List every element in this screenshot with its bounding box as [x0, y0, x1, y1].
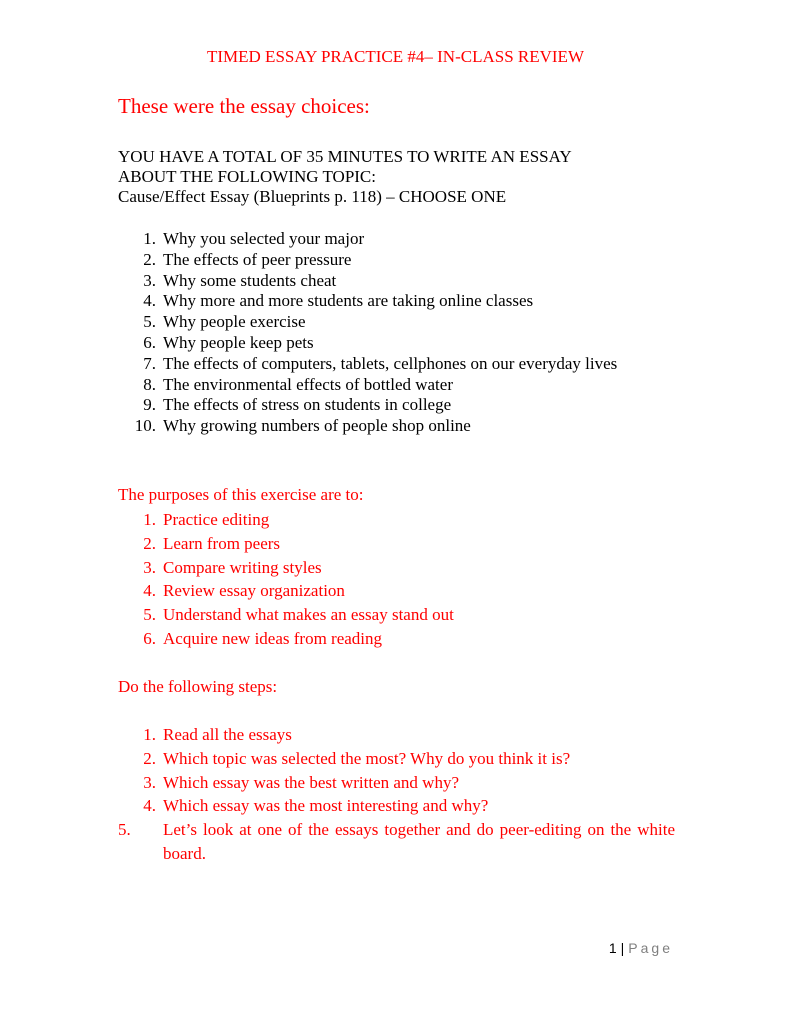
- topic-text: Why people exercise: [163, 312, 306, 332]
- list-number: 8.: [143, 374, 156, 394]
- topic-item: [118, 250, 617, 271]
- topic-text: The effects of computers, tablets, cellphones on our everyday lives: [163, 353, 618, 373]
- step-text: Which topic was selected the most? Why do you think it is?: [163, 748, 571, 768]
- step-text: Which essay was the best written and why?: [163, 772, 459, 792]
- step-text: Let’s look at one of the essays together and do peer-editing on the white board.: [163, 820, 675, 863]
- essay-prompt: [118, 147, 572, 207]
- list-number: 10.: [134, 416, 156, 436]
- page-footer: [609, 940, 673, 956]
- prompt-line-1: YOU HAVE A TOTAL OF 35 MINUTES TO WRITE AN ESSAY: [118, 147, 572, 166]
- topic-item: [118, 291, 617, 312]
- topic-item: [118, 271, 617, 292]
- topic-item: [118, 229, 617, 250]
- list-number: 4.: [143, 291, 156, 311]
- purpose-item: [118, 579, 454, 603]
- topic-text: Why people keep pets: [163, 332, 314, 352]
- step-item: [118, 794, 675, 818]
- step-item: [118, 771, 675, 795]
- list-number: 2.: [143, 249, 156, 269]
- step-item: [118, 818, 675, 866]
- topic-item: [118, 312, 617, 333]
- list-number: 9.: [143, 395, 156, 415]
- prompt-line-3: Cause/Effect Essay (Blueprints p. 118) – CHOOSE ONE: [118, 187, 507, 206]
- page-number: 1: [608, 940, 617, 956]
- step-item: [118, 747, 675, 771]
- purpose-text: Understand what makes an essay stand out: [163, 605, 454, 625]
- list-number: 3.: [143, 270, 156, 290]
- steps-list: [118, 723, 675, 866]
- page-title: TIMED ESSAY PRACTICE #4– IN-CLASS REVIEW: [206, 47, 584, 66]
- topic-item: [118, 354, 617, 375]
- topic-text: Why more and more students are taking online classes: [163, 291, 534, 311]
- topic-text: The environmental effects of bottled water: [163, 374, 453, 394]
- purpose-item: [118, 603, 454, 627]
- steps-heading: Do the following steps:: [118, 677, 278, 696]
- purpose-text: Learn from peers: [163, 533, 281, 553]
- list-number: 5.: [143, 312, 156, 332]
- list-number: 2.: [143, 748, 156, 768]
- topic-list: [118, 229, 617, 437]
- step-text: Read all the essays: [163, 725, 292, 744]
- topic-item: [118, 375, 617, 396]
- list-number: 5.: [118, 820, 131, 840]
- list-number: 6.: [143, 628, 156, 648]
- purposes-heading: The purposes of this exercise are to:: [118, 485, 364, 504]
- footer-separator: |: [620, 940, 625, 956]
- page-label: Page: [628, 940, 673, 956]
- topic-item: [118, 333, 617, 354]
- topic-text: Why you selected your major: [163, 229, 365, 248]
- list-number: 3.: [143, 557, 156, 577]
- list-number: 4.: [143, 581, 156, 601]
- topic-text: Why growing numbers of people shop online: [163, 416, 471, 436]
- step-item: [118, 723, 675, 747]
- topic-item: [118, 416, 617, 437]
- purpose-item: [118, 627, 454, 651]
- purposes-list: [118, 508, 454, 651]
- list-number: 1.: [143, 229, 156, 248]
- topic-text: Why some students cheat: [163, 270, 337, 290]
- prompt-line-2: ABOUT THE FOLLOWING TOPIC:: [118, 167, 376, 186]
- purpose-item: [118, 508, 454, 532]
- list-number: 1.: [143, 725, 156, 744]
- list-number: 6.: [143, 332, 156, 352]
- purpose-text: Compare writing styles: [163, 557, 322, 577]
- topic-text: The effects of stress on students in college: [163, 395, 452, 415]
- topic-text: The effects of peer pressure: [163, 249, 352, 269]
- essay-choices-heading: These were the essay choices:: [118, 94, 370, 118]
- purpose-text: Acquire new ideas from reading: [163, 628, 383, 648]
- list-number: 3.: [143, 772, 156, 792]
- topic-item: [118, 395, 617, 416]
- purpose-text: Review essay organization: [163, 581, 345, 601]
- purpose-text: Practice editing: [163, 510, 270, 529]
- list-number: 2.: [143, 533, 156, 553]
- list-number: 1.: [143, 510, 156, 529]
- purpose-item: [118, 532, 454, 556]
- list-number: 5.: [143, 605, 156, 625]
- purpose-item: [118, 556, 454, 580]
- list-number: 7.: [143, 353, 156, 373]
- step-text: Which essay was the most interesting and why?: [163, 796, 489, 816]
- list-number: 4.: [143, 796, 156, 816]
